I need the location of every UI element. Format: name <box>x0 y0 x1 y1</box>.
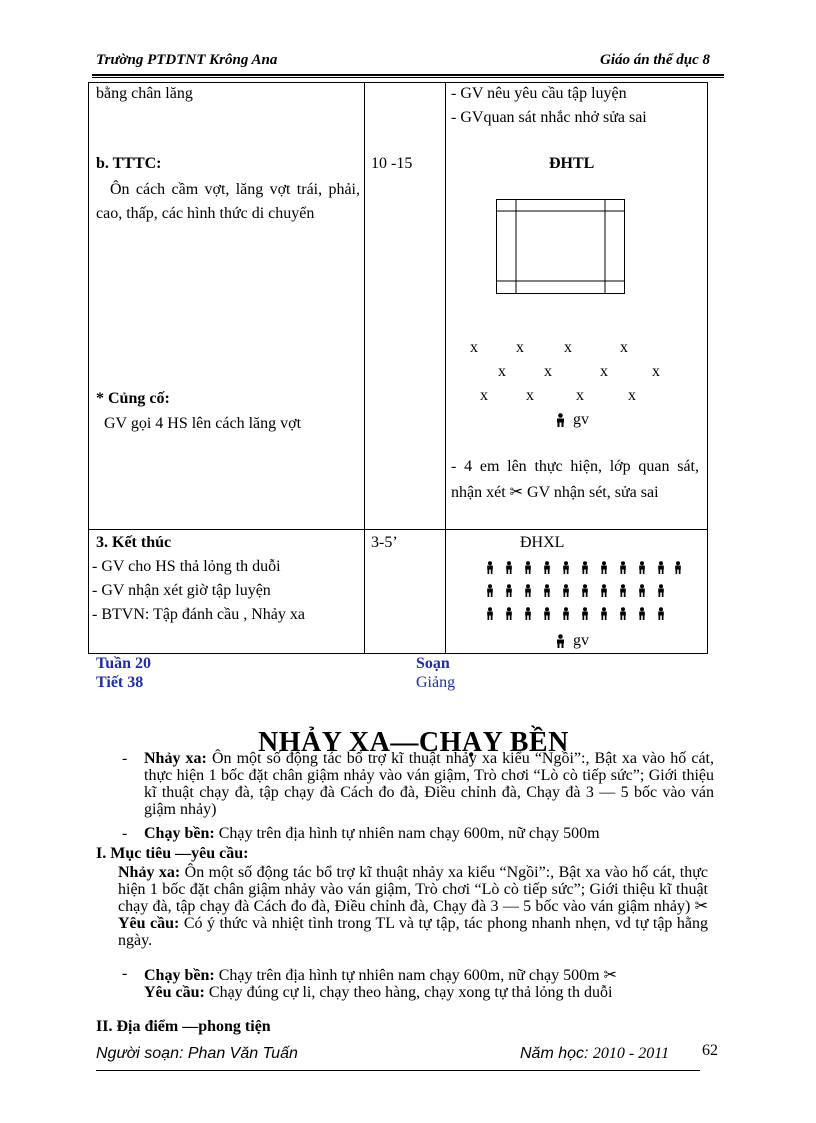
bullet-dash: - <box>122 965 128 982</box>
bullet-nhay-xa-label: Nhảy xa: <box>144 750 207 767</box>
scissors-icon: ✂ <box>694 898 709 915</box>
objective-nhay-xa-text: Ôn một số động tác bổ trợ kĩ thuật nhảy xa kiểu “Ngồi”:, Bật xa vào hố cát, thực hiện 1 bốc đặt chân giậm nhảy vào ván giậm, Trò chơi “Lò cò tiếp sức”; Giới thiệu kĩ thuật chạy đà, tập chạy đà Cách đo đà, Điều chỉnh đà, Chạy đà 3 — 5 bốc vào ván giậm nhảy) <box>118 864 709 915</box>
bullet-nhay-xa <box>144 750 714 818</box>
section-b-title: b. TTTC: <box>96 155 162 172</box>
teacher-icon <box>554 634 567 648</box>
review-title: * Củng cố: <box>96 390 170 407</box>
bullet-dash: - <box>122 825 128 842</box>
lesson-title: NHẢY XA—CHẠY BỀN <box>258 727 569 758</box>
end-item-3: - BTVN: Tập đánh cầu , Nhảy xa <box>92 606 305 623</box>
cell-text-top: bằng chân lăng <box>96 85 193 102</box>
prepared-label: Soạn <box>416 655 450 672</box>
section-2-title: II. Địa điểm —phong tiện <box>96 1018 271 1035</box>
period-label: Tiết 38 <box>96 674 144 691</box>
week-label: Tuần 20 <box>96 655 151 672</box>
page-number: 62 <box>702 1042 718 1059</box>
x-mark: x <box>544 363 552 380</box>
x-mark: x <box>516 339 524 356</box>
bullet-chay-ben-text: Chạy trên địa hình tự nhiên nam chạy 600m, nữ chạy 500m <box>218 825 600 842</box>
review-text: GV gọi 4 HS lên cách lăng vợt <box>104 415 302 432</box>
footer-year-label: Năm học: <box>520 1045 589 1062</box>
objective-chay-ben-req-label: Yêu cầu: <box>144 984 205 1001</box>
bullet-chay-ben <box>144 825 600 843</box>
court-diagram <box>496 199 626 295</box>
section-b-text: Ôn cách cầm vợt, lăng vợt trái, phải, cao, thấp, các hình thức di chuyển <box>96 181 360 222</box>
teacher-marker-end <box>554 629 589 653</box>
time-end: 3-5’ <box>371 534 398 551</box>
objective-nhay-xa <box>118 864 708 949</box>
x-mark: x <box>628 387 636 404</box>
time-main: 10 -15 <box>371 155 413 172</box>
teacher-label: gv <box>573 632 589 649</box>
objective-chay-ben-req <box>144 984 612 1002</box>
objective-chay-ben-text: Chạy trên địa hình tự nhiên nam chạy 600m, nữ chạy 500m <box>218 967 600 984</box>
section-end-title: 3. Kết thúc <box>96 534 172 551</box>
formation-title: ĐHTL <box>549 155 595 172</box>
bullet-nhay-xa-text: Ôn một số động tác bổ trợ kĩ thuật nhảy xa kiểu “Ngồi”:, Bật xa vào hố cát, thực hiện 1 bốc đặt chân giậm nhảy vào ván giậm, Trò chơi “Lò cò tiếp sức”; Giới thiệu kĩ thuật chạy đà, tập chạy đà Cách đo đà, Điều chỉnh đà, Chạy đà 3 — 5 bốc vào ván giậm nhảy) <box>144 750 714 818</box>
footer-rule <box>96 1070 700 1071</box>
x-mark: x <box>480 387 488 404</box>
formation-end-title: ĐHXL <box>520 534 565 551</box>
x-mark: x <box>498 363 506 380</box>
x-mark: x <box>600 363 608 380</box>
observe-text: - 4 em lên thực hiện, lớp quan sát, nhận xét ✂ GV nhận sét, sửa sai <box>451 458 699 501</box>
note-2: - GVquan sát nhắc nhở sửa sai <box>451 109 647 126</box>
x-mark: x <box>526 387 534 404</box>
requirement-label: Yêu cầu: <box>118 915 180 932</box>
x-mark: x <box>652 363 660 380</box>
end-item-2: - GV nhận xét giờ tập luyện <box>92 582 271 599</box>
teacher-icon <box>554 413 567 427</box>
footer-author: Người soạn: Phan Văn Tuấn <box>96 1045 298 1062</box>
taught-label: Giảng <box>416 674 456 691</box>
header-rule <box>92 74 724 76</box>
x-mark: x <box>620 339 628 356</box>
objective-chay-ben <box>144 965 617 985</box>
bullet-chay-ben-label: Chạy bền: <box>144 825 215 842</box>
teacher-marker <box>554 408 589 432</box>
footer-year-value: 2010 - 2011 <box>592 1045 670 1062</box>
end-item-1: - GV cho HS thả lỏng th duỗi <box>92 558 281 575</box>
header-rule-thin <box>92 77 724 78</box>
lesson-table <box>88 82 708 654</box>
objective-chay-ben-req-text: Chạy đúng cự li, chạy theo hàng, chạy xong tự thả lỏng th duỗi <box>208 984 613 1001</box>
objective-chay-ben-label: Chạy bền: <box>144 967 215 984</box>
requirement-text: Có ý thức và nhiệt tình trong TL và tự tập, tác phong nhanh nhẹn, vd tự tập hằng ngày. <box>118 915 709 949</box>
teacher-label: gv <box>573 411 589 428</box>
students-formation <box>484 559 684 625</box>
note-1: - GV nêu yêu cầu tập luyện <box>451 85 627 102</box>
bullet-dash: - <box>122 750 128 767</box>
x-mark: x <box>576 387 584 404</box>
footer-year <box>520 1045 669 1063</box>
x-mark: x <box>470 339 478 356</box>
objective-nhay-xa-label: Nhảy xa: <box>118 864 181 881</box>
subject-title: Giáo án thể dục 8 <box>600 52 711 68</box>
school-name: Trường PTDTNT Krông Ana <box>96 52 278 68</box>
x-mark: x <box>564 339 572 356</box>
section-1-title: I. Mục tiêu —yêu cầu: <box>96 845 249 862</box>
scissors-icon: ✂ <box>603 967 617 984</box>
